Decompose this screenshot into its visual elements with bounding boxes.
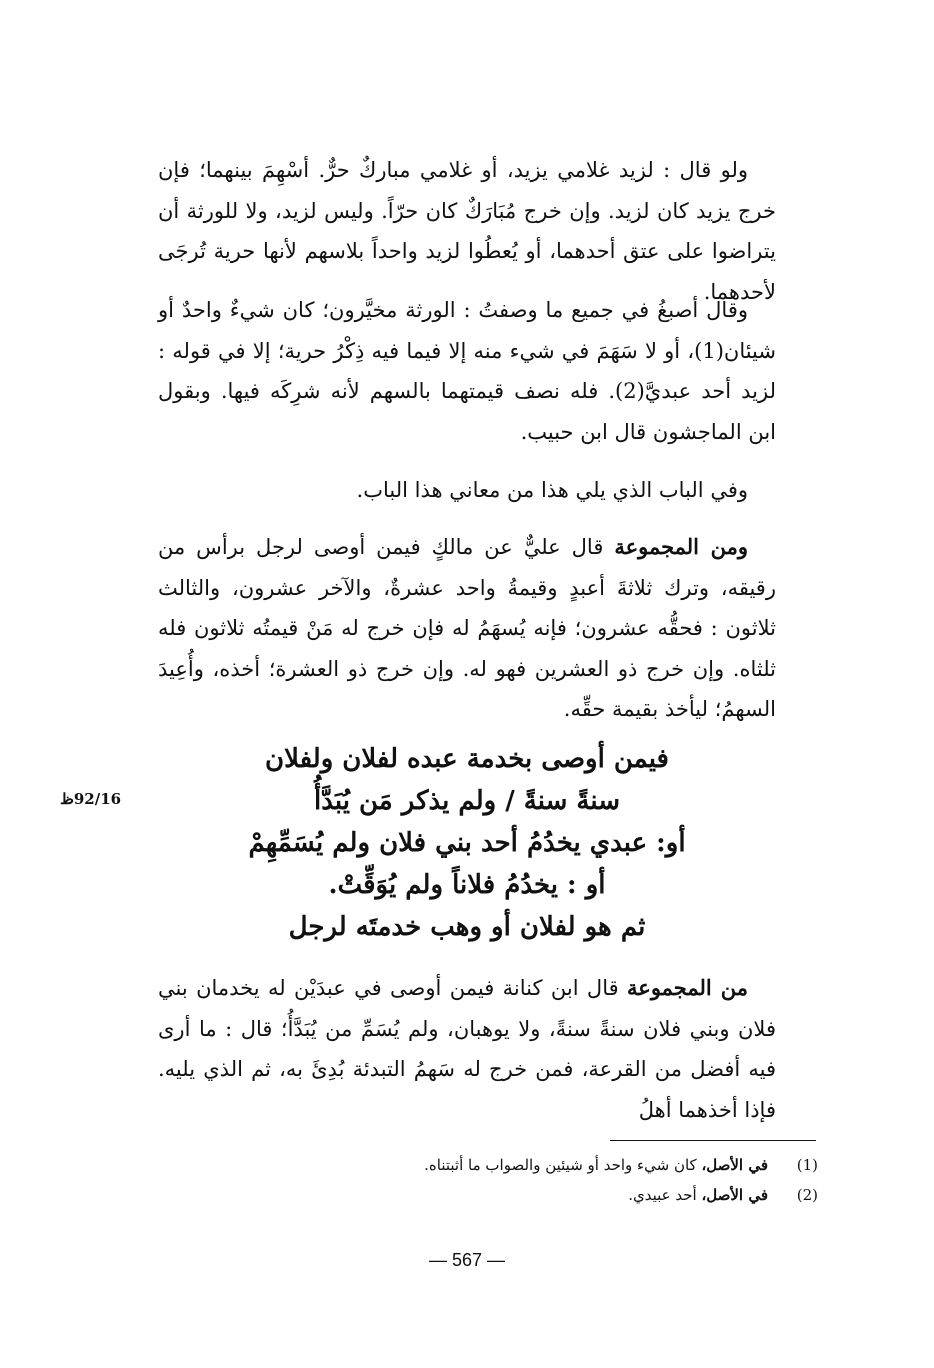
paragraph-3-text: وفي الباب الذي يلي هذا من معاني هذا الباب. (356, 478, 748, 502)
footnote-number: (1) (796, 1156, 818, 1174)
paragraph-1 (158, 150, 776, 312)
paragraph-3 (158, 470, 776, 511)
paragraph-5-text: قال ابن كنانة فيمن أوصى في عبدَيْن له يخدمان بني فلان وبني فلان سنةً سنةً، ولا يوهبان، ولم يُسَمِّ من يُبَدَّأُ؛ قال : ما أرى فيه أفضل من القرعة، فمن خرج له سَهمُ التبدئة بُدِئَ به، ثم الذي يليه. فإذا أخذهما أهلُ (158, 976, 776, 1122)
footnote-lead: في الأصل، (701, 1156, 768, 1174)
footnote-2 (158, 1180, 818, 1210)
paragraph-5-source: من المجموعة (627, 975, 749, 1000)
paragraph-1-text: ولو قال : لزيد غلامي يزيد، أو غلامي مباركٌ حرٌّ. أسْهِمَ بينهما؛ فإن خرج يزيد كان لزيد. وإن خرج مُبَارَكٌ كان حرّاً. وليس لزيد، ولا للورثة أن يتراضوا على عتق أحدهما، أو يُعطُوا لزيد واحداً بلاسهم لأنها حرية تُرجَى لأحدهما. (158, 158, 776, 304)
paragraph-4 (158, 527, 776, 730)
footnote-lead: في الأصل، (701, 1186, 768, 1204)
heading-line-4: أو : يخدُمُ فلاناً ولم يُوَقِّتْ. (328, 870, 606, 900)
footnote-divider (610, 1140, 816, 1141)
paragraph-2 (158, 290, 776, 452)
heading-line-3: أو: عبدي يخدُمُ أحد بني فلان ولم يُسَمِّهِمْ (248, 828, 686, 858)
heading-line-2: سنةً سنةً / ولم يذكر مَن يُبَدَّأُ (313, 786, 620, 816)
marginal-folio-note: 92/16ظ (60, 790, 122, 808)
paragraph-2-text: وقال أصبغُ في جميع ما وصفتُ : الورثة مخيَّرون؛ كان شيءٌ واحدٌ أو شيئان(1)، أو لا سَهَمَ في شيء منه إلا فيما فيه ذِكْرُ حرية؛ إلا في قوله : لزيد أحد عبديَّ(2). فله نصف قيمتهما بالسهم لأنه شرِكَه فيها. وبقول ابن الماجشون قال ابن حبيب. (158, 298, 777, 444)
paragraph-4-text: قال عليٌّ عن مالكٍ فيمن أوصى لرجل برأس من رقيقه، وترك ثلاثةَ أعبدٍ وقيمةُ واحد عشرةٌ، والآخر عشرون، والثالث ثلاثون : فحقُّه عشرون؛ فإنه يُسهَمُ له فإن خرج له مَنْ قيمتُه ثلاثون فله ثلثاه. وإن خرج ذو العشرين فهو له. وإن خرج ذو العشرة؛ أخذه، وأُعِيدَ السهمُ؛ ليأخذ بقيمة حقِّه. (158, 535, 776, 721)
heading-line-5: ثم هو لفلان أو وهب خدمتَه لرجل (288, 912, 646, 942)
footnotes (158, 1150, 818, 1210)
footnote-text: أحد عبيدي. (628, 1186, 702, 1204)
footnote-number: (2) (796, 1186, 818, 1204)
section-heading (158, 738, 776, 948)
page-number: — 567 — (428, 1250, 506, 1270)
heading-line-1: فيمن أوصى بخدمة عبده لفلان ولفلان (265, 744, 669, 774)
paragraph-4-source: ومن المجموعة (614, 534, 748, 559)
paragraph-5 (158, 968, 776, 1130)
footnote-text: كان شيء واحد أو شيئين والصواب ما أثبتناه. (424, 1156, 702, 1174)
footnote-1 (158, 1150, 818, 1180)
